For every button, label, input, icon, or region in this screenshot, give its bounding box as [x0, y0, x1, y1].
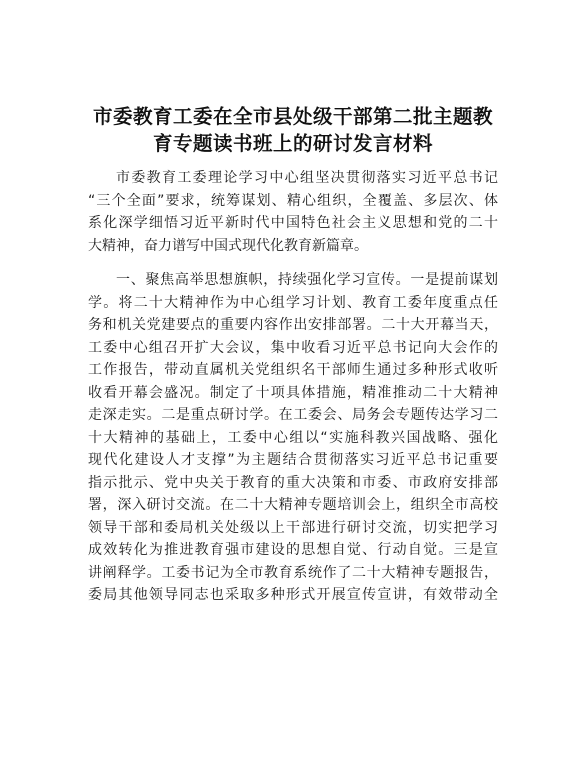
text-line: 指示批示、党中央关于教育的重大决策和市委、市政府安排部	[88, 474, 498, 491]
paragraph-section-one	[88, 269, 498, 607]
text-line: 十大精神的基础上，工委中心组以“实施科教兴国战略、强化	[88, 429, 498, 446]
paragraph-spacer	[88, 257, 498, 269]
text-line: 走深走实。二是重点研讨学。在工委会、局务会专题传达学习二	[88, 407, 498, 423]
text-line: “三个全面”要求，统筹谋划、精心组织，全覆盖、多层次、体	[88, 192, 498, 209]
text-line: 学。将二十大精神作为中心组学习计划、教育工委年度重点任	[88, 294, 498, 311]
text-line: 现代化建设人才支撑”为主题结合贯彻落实习近平总书记重要	[88, 452, 498, 468]
text-line: 成效转化为推进教育强市建设的思想自觉、行动自觉。三是宣	[88, 542, 498, 558]
document-body	[88, 167, 498, 607]
text-line: 工委中心组召开扩大会议，集中收看习近平总书记向大会作的	[88, 339, 498, 356]
title-line: 育专题读书班上的研讨发言材料	[152, 132, 433, 155]
document-title	[88, 103, 498, 157]
text-line: 委局其他领导同志也采取多种形式开展宣传宣讲，有效带动全	[88, 587, 498, 603]
text-line: 收看开幕会盛况。制定了十项具体措施，精准推动二十大精神	[88, 384, 498, 401]
text-line: 工作报告，带动直属机关党组织名干部师生通过多种形式收听	[88, 362, 498, 378]
title-line: 市委教育工委在全市县处级干部第二批主题教	[92, 105, 493, 128]
text-line: 讲阐释学。工委书记为全市教育系统作了二十大精神专题报告，	[88, 564, 498, 581]
text-line: 署，深入研讨交流。在二十大精神专题培训会上，组织全市高校	[88, 497, 498, 513]
text-line: 市委教育工委理论学习中心组坚决贯彻落实习近平总书记	[116, 170, 498, 186]
text-line: 系化深学细悟习近平新时代中国特色社会主义思想和党的二十	[88, 215, 498, 231]
text-line: 领导干部和委局机关处级以上干部进行研讨交流，切实把学习	[88, 519, 498, 536]
text-line: 大精神，奋力谱写中国式现代化教育新篇章。	[88, 237, 368, 254]
text-line: 一、聚焦高举思想旗帜，持续强化学习宣传。一是提前谋划	[116, 272, 498, 288]
text-line: 务和机关党建要点的重要内容作出安排部署。二十大开幕当天，	[88, 317, 498, 333]
paragraph-intro	[88, 167, 498, 257]
